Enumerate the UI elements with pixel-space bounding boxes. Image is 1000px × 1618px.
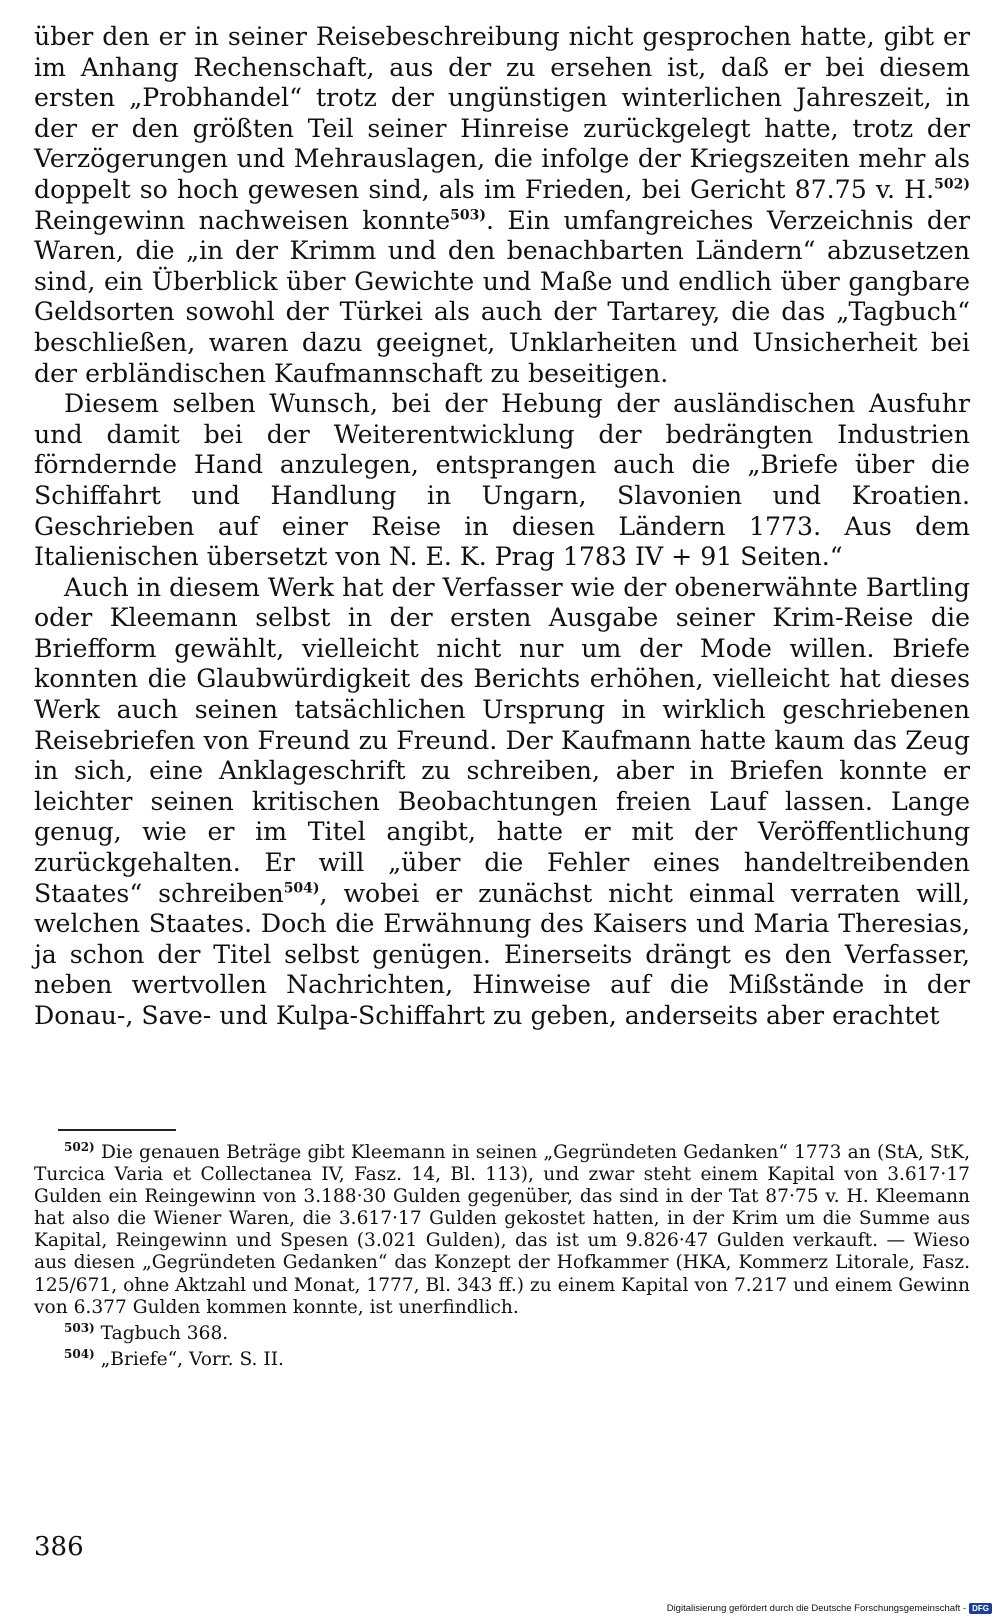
text-run: Reingewinn nachweisen konnte: [34, 205, 451, 235]
footnote: [34, 1346, 970, 1371]
footnote-mark: 502): [64, 1139, 95, 1154]
text-run: . Ein umfangreiches Verzeichnis der Waren, die „in der Krimm und den benachbarten Ländern“ abzusetzen sind, ein Überblick über Gewichte und Maße und endlich über gangbare Geldsorten sowohl der Türkei als auch der Tartarey, die das „Tagbuch“ beschließen, waren dazu geeignet, Unklarheiten und Unsicherheit bei der erbländischen Kaufmannschaft zu beseitigen.: [34, 205, 970, 388]
footnote-text: Tagbuch 368.: [100, 1322, 229, 1344]
text-run: , wobei er zunächst nicht einmal verraten will, welchen Staates. Doch die Erwähnung des Kaisers und Maria Theresias, ja schon der Titel selbst genügen. Einerseits drängt es den Verfasser, neben wertvollen Nachrichten, Hinweise auf die Mißstände in der Donau-, Save- und Kulpa-Schiffahrt zu geben, anderseits aber erachtet: [34, 878, 970, 1030]
body-text: [34, 22, 970, 1032]
text-run: Auch in diesem Werk hat der Verfasser wie der obenerwähnte Bartling oder Kleemann selbst in der ersten Ausgabe seiner Krim-Reise die Briefform gewählt, vielleicht nicht nur um der Mode willen. Briefe konnten die Glaubwürdigkeit des Berichts erhöhen, vielleicht hat dieses Werk auch seinen tatsächlichen Ursprung in wirklich geschriebenen Reisebriefen von Freund zu Freund. Der Kaufmann hatte kaum das Zeug in sich, eine Anklageschrift zu schreiben, aber in Briefen konnte er leichter seinen kritischen Beobachtungen freien Lauf lassen. Lange genug, wie er im Titel angibt, hatte er mit der Veröffentlichung zurückgehalten. Er will „über die Fehler eines handeltreibenden Staates“ schreiben: [34, 572, 970, 908]
footnote-text: Die genauen Beträge gibt Kleemann in seinen „Gegründeten Gedanken“ 1773 an (StA, StK, Turcica Varia et Collectanea IV, Fasz. 14, Bl. 113), und zwar steht einem Kapital von 3.617·17 Gulden ein Reingewinn von 3.188·30 Gulden gegenüber, das sind in der Tat 87·75 v. H. Kleemann hat also die Wiener Waren, die 3.617·17 Gulden gekostet hatten, in der Krim um die Summe aus Kapital, Reingewinn und Spesen (3.021 Gulden), das ist um 9.826·47 Gulden verkauft. — Wieso aus diesen „Gegründeten Gedanken“ das Konzept der Hofkammer (HKA, Kommerz Litorale, Fasz. 125/671, ohne Aktzahl und Monat, 1777, Bl. 343 ff.) zu einem Kapital von 7.217 und einem Gewinn von 6.377 Gulden kommen konnte, ist unerfindlich.: [34, 1142, 970, 1318]
footnotes: [34, 1139, 970, 1371]
footnote-separator: [58, 1129, 176, 1131]
text-run: Diesem selben Wunsch, bei der Hebung der ausländischen Ausfuhr und damit bei der Weiterentwicklung der bedrängten Industrien förndernde Hand anzulegen, entsprangen auch die „Briefe über die Schiffahrt und Handlung in Ungarn, Slavonien und Kroatien. Geschrieben auf einer Reise in diesen Ländern 1773. Aus dem Italienischen übersetzt von N. E. K. Prag 1783 IV + 91 Seiten.“: [34, 389, 970, 572]
text-run: über den er in seiner Reisebeschreibung nicht gesprochen hatte, gibt er im Anhang Rechenschaft, aus der zu ersehen ist, daß er bei diesem ersten „Probhandel“ trotz der ungünstigen winterlichen Jahreszeit, in der er den größten Teil seiner Hinreise zurückgelegt hatte, trotz der Verzögerungen und Mehrauslagen, die infolge der Kriegszeiten mehr als doppelt so hoch gewesen sind, als im Frieden, bei Gericht 87.75 v. H.: [34, 22, 970, 204]
footnote: [34, 1139, 970, 1319]
body-paragraph: [34, 22, 970, 389]
body-paragraph: [34, 389, 970, 573]
body-paragraph: [34, 573, 970, 1032]
footnote: [34, 1320, 970, 1345]
footnote-mark: 504): [64, 1346, 95, 1361]
dfg-logo: DFG: [969, 1603, 992, 1614]
footnote-reference[interactable]: 503): [450, 207, 486, 224]
page-body: [34, 22, 970, 1032]
footnote-reference[interactable]: 502): [934, 176, 970, 193]
footnote-text: „Briefe“, Vorr. S. II.: [100, 1348, 284, 1370]
footnote-reference[interactable]: 504): [283, 880, 320, 897]
digitization-credit: [667, 1603, 992, 1614]
page-number: 386: [34, 1532, 84, 1562]
footnote-mark: 503): [64, 1320, 95, 1335]
credit-text: Digitalisierung gefördert durch die Deutsche Forschungsgemeinschaft -: [666, 1603, 967, 1614]
